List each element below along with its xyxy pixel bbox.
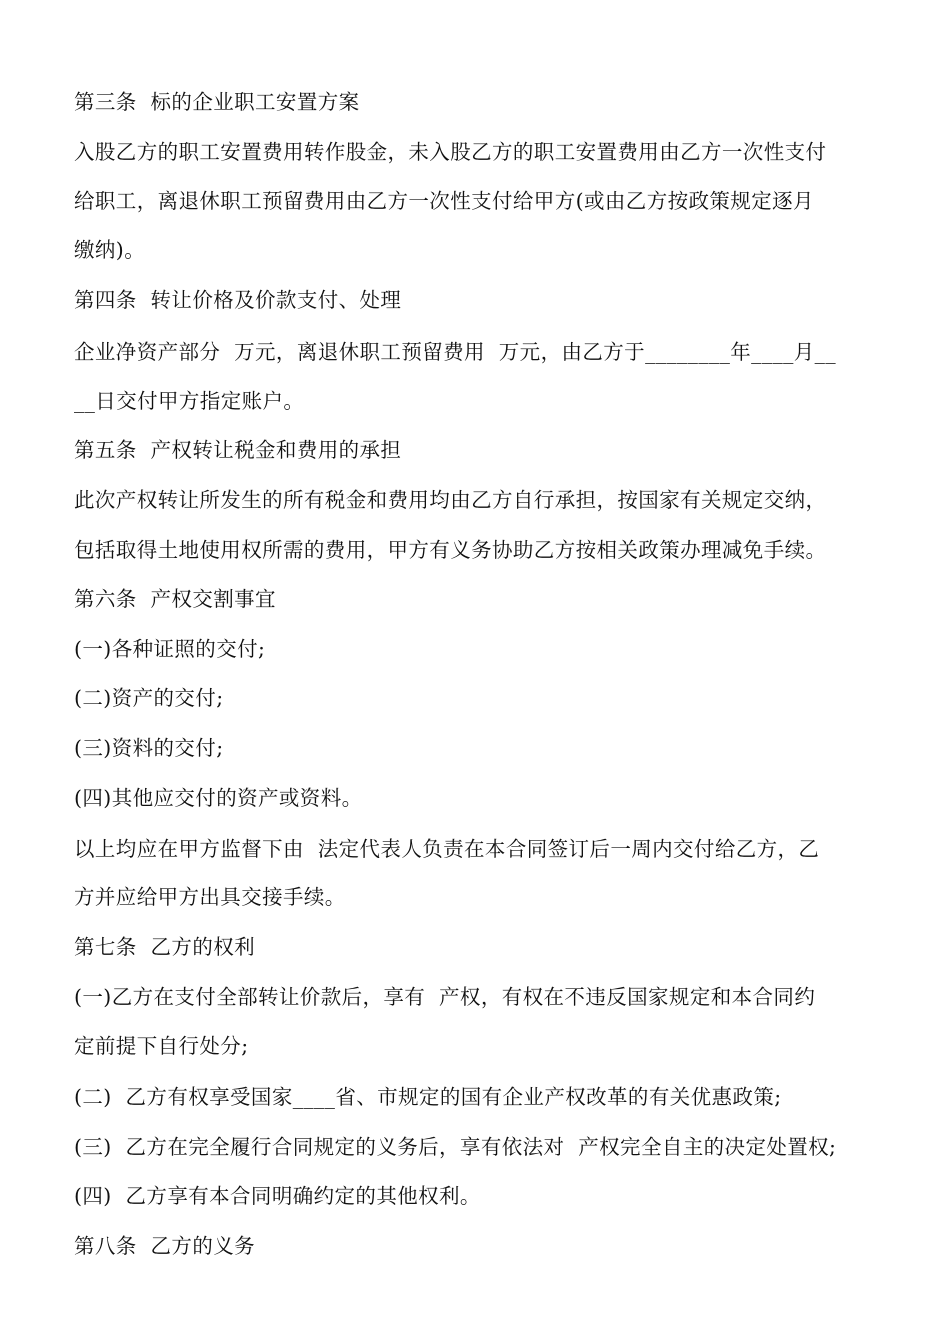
article-4-heading: 第四条 转让价格及价款支付、处理 (74, 288, 402, 312)
article-3-paragraph-line-1: 入股乙方的职工安置费用转作股金，未入股乙方的职工安置费用由乙方一次性支付 (74, 140, 827, 164)
article-7-item-1-line-1: (一)乙方在支付全部转让价款后，享有 产权，有权在不违反国家规定和本合同约 (74, 985, 816, 1009)
article-3-heading: 第三条 标的企业职工安置方案 (74, 90, 360, 114)
article-5-paragraph-line-1: 此次产权转让所发生的所有税金和费用均由乙方自行承担，按国家有关规定交纳， (74, 488, 827, 512)
article-6-item-1: (一)各种证照的交付; (74, 637, 266, 661)
article-6-item-4: (四)其他应交付的资产或资料。 (74, 786, 363, 810)
article-5-paragraph-line-2: 包括取得土地使用权所需的费用，甲方有义务协助乙方按相关政策办理减免手续。 (74, 538, 827, 562)
article-3-paragraph-line-2: 给职工，离退休职工预留费用由乙方一次性支付给甲方(或由乙方按政策规定逐月 (74, 189, 814, 213)
article-5-heading: 第五条 产权转让税金和费用的承担 (74, 438, 402, 462)
article-6-heading: 第六条 产权交割事宜 (74, 587, 276, 611)
article-4-paragraph-line-1: 企业净资产部分 万元，离退休职工预留费用 万元，由乙方于________年____月__ (74, 340, 836, 364)
article-7-item-4: (四) 乙方享有本合同明确约定的其他权利。 (74, 1184, 481, 1208)
article-8-heading: 第八条 乙方的义务 (74, 1234, 256, 1258)
article-3-paragraph-line-3: 缴纳)。 (74, 238, 146, 262)
article-6-item-3: (三)资料的交付; (74, 736, 224, 760)
article-7-item-2: (二) 乙方有权享受国家____省、市规定的国有企业产权改革的有关优惠政策; (74, 1085, 782, 1109)
article-6-paragraph-line-1: 以上均应在甲方监督下由 法定代表人负责在本合同签订后一周内交付给乙方，乙 (74, 837, 820, 861)
article-7-item-1-line-2: 定前提下自行处分; (74, 1034, 249, 1058)
article-6-item-2: (二)资产的交付; (74, 686, 224, 710)
article-7-heading: 第七条 乙方的权利 (74, 935, 256, 959)
article-7-item-3: (三) 乙方在完全履行合同规定的义务后，享有依法对 产权完全自主的决定处置权; (74, 1135, 837, 1159)
article-6-paragraph-line-2: 方并应给甲方出具交接手续。 (74, 885, 346, 909)
article-4-paragraph-line-2: __日交付甲方指定账户。 (74, 389, 305, 413)
